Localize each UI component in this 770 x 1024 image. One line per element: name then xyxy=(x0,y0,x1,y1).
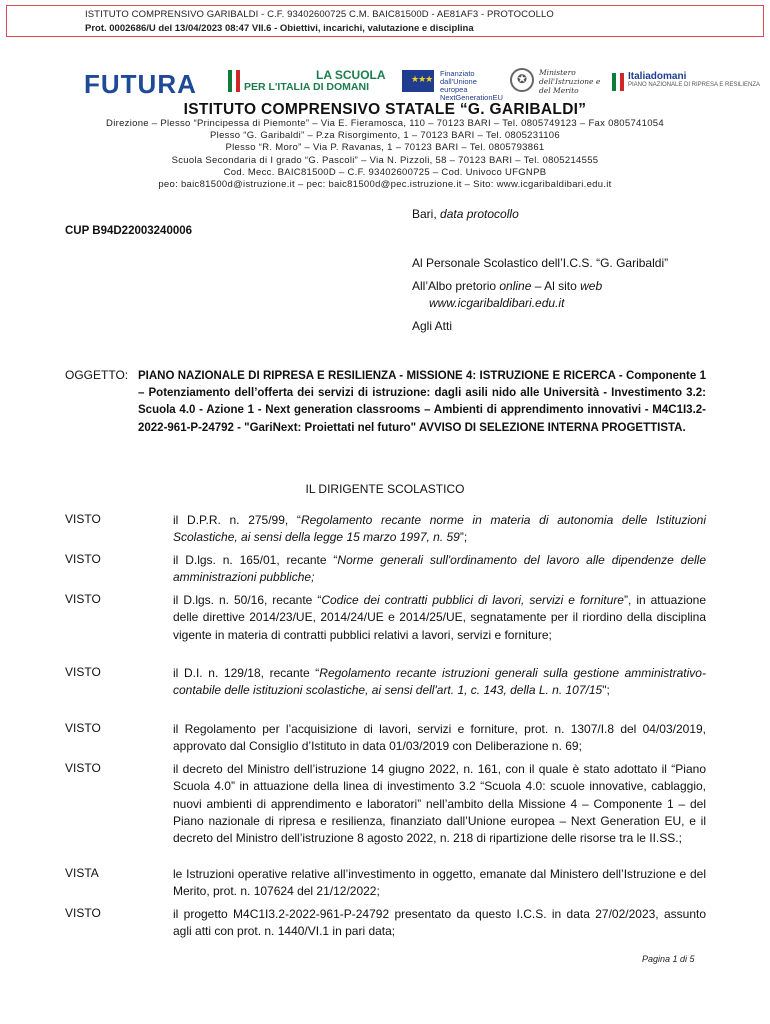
visto-text xyxy=(173,592,706,644)
visto-text-part: il D.P.R. n. 275/99, “ xyxy=(173,513,301,527)
eu-flag-icon: ★★★ xyxy=(402,70,434,92)
date: data protocollo xyxy=(440,207,519,221)
recipient-atti: Agli Atti xyxy=(412,319,453,333)
city: Bari, xyxy=(412,207,441,221)
visto-label: VISTO xyxy=(65,906,101,920)
recipient-albo-online: online xyxy=(499,279,532,293)
address-line: Cod. Mecc. BAIC81500D – C.F. 93402600725 – Cod. Univoco UFGNPB xyxy=(223,166,547,178)
ministero-logo-text: Ministero dell'Istruzione e del Merito xyxy=(539,68,601,95)
visto-text xyxy=(173,512,706,547)
visto-text: il progetto M4C1I3.2-2022-961-P-24792 presentato da questo I.C.S. in data 27/02/2023, assunto agli atti con prot. n. 1440/VI.1 in pari data; xyxy=(173,907,706,939)
recipient-albo-mid: – Al sito xyxy=(531,279,581,293)
scuola-logo xyxy=(228,68,388,94)
visto-label: VISTO xyxy=(65,721,101,735)
eu-logo-text: Finanziato dall'Unione europea NextGenerationEU xyxy=(440,69,503,102)
visto-text-part: ”, in attuazione delle direttive 2014/23/UE, 2014/24/UE e 2014/25/UE, segnatamente per il riordino della disciplina vigente in materia di contratti pubblici relativi a lavori, servizi e forniture; xyxy=(173,593,707,642)
school-name: ISTITUTO COMPRENSIVO STATALE “G. GARIBALDI” xyxy=(183,101,587,118)
futura-logo: FUTURA xyxy=(84,69,197,99)
italian-flag-icon xyxy=(612,73,624,91)
address-line: Direzione – Plesso “Principessa di Piemonte” – Via E. Fieramosca, 110 – 70123 BARI – Tel. 0805749123 – Fax 0805741054 xyxy=(106,118,664,129)
address-line: Plesso “G. Garibaldi” – P.za Risorgimento, 1 – 70123 BARI – Tel. 0805231106 xyxy=(210,130,560,142)
visto-text-part: il D.I. n. 129/18, recante “ xyxy=(173,666,320,680)
scuola-logo-title: LA SCUOLA xyxy=(316,68,386,82)
recipient-website: www.icgaribaldibari.edu.it xyxy=(429,296,565,310)
recipient-albo xyxy=(412,278,602,312)
ministero-logo xyxy=(510,67,605,95)
italiadomani-logo-text: Italiadomani xyxy=(628,71,687,82)
visto-text-part: Norme generali sull'ordinamento del lavoro alle dipendenze delle amministrazioni pubbliche; xyxy=(173,553,706,585)
visto-text xyxy=(173,665,706,700)
visto-text: le Istruzioni operative relative all’investimento in oggetto, emanate dal Ministero dell’Istruzione e del Merito, prot. n. 107624 del 21/12/2022; xyxy=(173,867,706,899)
protocol-stamp-line1: ISTITUTO COMPRENSIVO GARIBALDI - C.F. 93402600725 C.M. BAIC81500D - AE81AF3 - PROTOCOLLO xyxy=(85,9,554,20)
visto-text-part: Regolamento recante norme in materia di autonomia delle Istituzioni Scolastiche, ai sensi della legge 15 marzo 1997, n. 59 xyxy=(173,513,706,545)
recipient-albo-prefix: All’Albo pretorio xyxy=(412,279,500,293)
section-heading: IL DIRIGENTE SCOLASTICO xyxy=(305,482,465,496)
address-line: Plesso “R. Moro” – Via P. Ravanas, 1 – 70123 BARI – Tel. 0805793861 xyxy=(225,142,545,154)
italiadomani-logo-subtitle: PIANO NAZIONALE DI RIPRESA E RESILIENZA xyxy=(628,82,761,88)
visto-text-part: il D.lgs. n. 165/01, recante “ xyxy=(173,553,338,567)
protocol-stamp-line2: Prot. 0002686/U del 13/04/2023 08:47 VII.6 - Obiettivi, incarichi, valutazione e disciplina xyxy=(85,23,474,34)
protocol-stamp xyxy=(6,5,764,37)
visto-text-part: ”; xyxy=(459,530,468,545)
page-number: Pagina 1 di 5 xyxy=(642,954,695,964)
place-date xyxy=(412,207,519,221)
visto-label: VISTO xyxy=(65,512,101,526)
visto-label: VISTA xyxy=(65,866,99,880)
oggetto-label: OGGETTO: xyxy=(65,368,129,382)
visto-text: il Regolamento per l’acquisizione di lavori, servizi e forniture, prot. n. 1307/I.8 del 04/03/2019, approvato dal Consiglio d’Istituto in data 01/03/2019 con Deliberazione n. 69; xyxy=(173,722,706,754)
logo-bar xyxy=(80,66,761,102)
visto-label: VISTO xyxy=(65,761,101,775)
visto-label: VISTO xyxy=(65,552,101,566)
address-line: peo: baic81500d@istruzione.it – pec: baic81500d@pec.istruzione.it – Sito: www.icgaribaldibari.edu.it xyxy=(158,179,612,191)
italiadomani-logo xyxy=(612,71,761,93)
visto-label: VISTO xyxy=(65,592,101,606)
visto-text: il decreto del Ministro dell’istruzione 14 giugno 2022, n. 161, con il quale è stato adottato il “Piano Scuola 4.0” in attuazione della linea di investimento 3.2 “Scuola 4.0: scuole innovative, cablaggio, nuovi ambienti di apprendimento e laboratori” nell’ambito della Missione 4 – Componente 1 – del Piano nazionale di ripresa e resilienza, finanziato dall’Unione europea – Next Generation EU, e il decreto del Ministro dell’istruzione 8 agosto 2022, n. 218 di ripartizione delle risorse tra le II.SS.; xyxy=(173,762,706,846)
visto-text-part: Regolamento recante istruzioni generali sulla gestione amministrativo-contabile delle istituzioni scolastiche, ai sensi dell'art. 1, c. 143, della L. n. 107/15 xyxy=(173,666,706,698)
school-addresses xyxy=(0,118,770,191)
cup-code: CUP B94D22003240006 xyxy=(65,225,193,237)
eu-logo xyxy=(402,69,503,102)
visto-text xyxy=(173,552,706,587)
scuola-logo-line: PER L'ITALIA DI DOMANI xyxy=(244,81,369,93)
visto-label: VISTO xyxy=(65,665,101,679)
visto-text-part: "; xyxy=(602,683,610,698)
recipient-staff: Al Personale Scolastico dell’I.C.S. “G. Garibaldi” xyxy=(412,256,669,270)
visto-text-part: il D.lgs. n. 50/16, recante “ xyxy=(173,593,322,607)
oggetto-text: PIANO NAZIONALE DI RIPRESA E RESILIENZA - MISSIONE 4: ISTRUZIONE E RICERCA - Componente 1 – Potenziamento dell’offerta dei servizi di istruzione: dagli asili nido alle Università - Investimento 3.2: Scuola 4.0 - Azione 1 - Next generation classrooms – Ambienti di apprendimento innovativi - M4C1I3.2-2022-961-P-24792 - "GariNext: Proiettati nel futuro" AVVISO DI SELEZIONE INTERNA PROGETTISTA. xyxy=(138,370,706,434)
address-line: Scuola Secondaria di I grado “G. Pascoli” – Via N. Pizzoli, 58 – 70123 BARI – Tel. 0805214555 xyxy=(171,154,599,166)
emblem-icon: ✪ xyxy=(510,68,534,92)
visto-text-part: Codice dei contratti pubblici di lavori, servizi e forniture xyxy=(321,593,624,607)
italian-flag-icon xyxy=(228,70,240,92)
recipient-albo-web: web xyxy=(580,279,603,293)
